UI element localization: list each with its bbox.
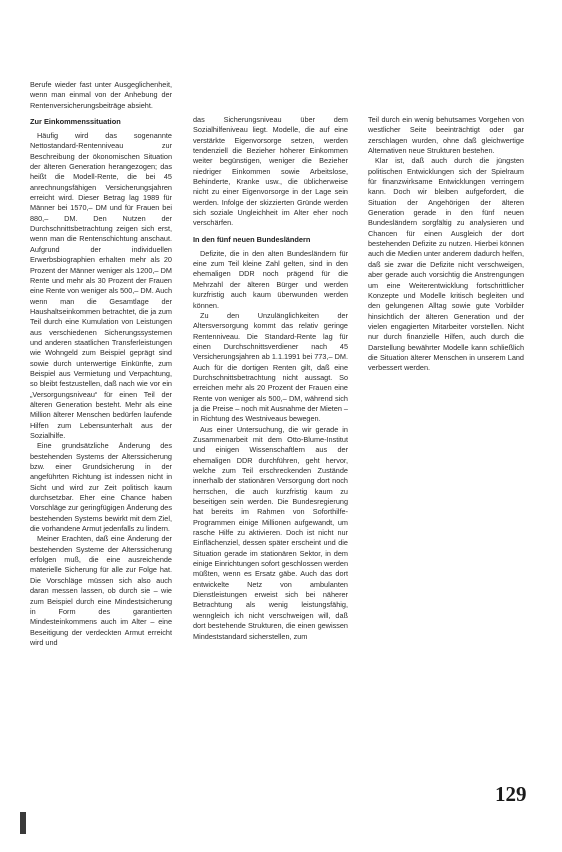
paragraph: Aus einer Untersuchung, die wir gerade in Zusammenarbeit mit dem Otto-Blume-Institut und einigen Wissenschaftlern aus der ehemaligen DDR durchführen, geht hervor, welche zum Teil erschreckenden Zustände innerhalb der stationären Versorgung dort noch herrschen, die auch kurzfristig kaum zu beseitigen sein werden. Die Bundesregierung hat bereits im Rahmen von Soforthilfe-Programmen einige Millionen aufgewandt, um rasche Hilfe zu aktivieren. Doch ist nicht nur Einflächenziel, dessen später erscheint und die Situation gerade im stationären Sektor, in dem einige Einrichtungen sofort geschlossen werden müßten, wenn es Ersatz gäbe. Auch das dort entwickelte Netz von ambulanten Dienstleistungen erweist sich bei näherer Betrachtung als wenig leistungsfähig, wenngleich ich nicht verschweigen will, daß dort bestehende Strukturen, die einen gewissen Mindeststandard sicherstellen, zum <box>193 424 348 641</box>
text-column-3 <box>368 115 524 374</box>
paragraph: Eine grundsätzliche Änderung des bestehenden Systems der Alterssicherung bzw. einer Grundsicherung in der angeführten Richtung ist indessen nicht in Sicht und wird zur Zeit politisch kaum durchsetzbar. Eher eine Chance haben Vorschläge zur geringfügigen Änderung des bestehenden Systems bewirkt mit dem Ziel, die vorhandene Armut jedenfalls zu lindern. <box>30 441 172 534</box>
section-heading: Zur Einkommenssituation <box>30 117 121 127</box>
paragraph: Berufe wieder fast unter Ausgeglichenheit, wenn man einmal von der Anhebung der Rentenversicherungsbeiträge absieht. <box>30 80 172 110</box>
text-column-1 <box>30 80 172 648</box>
paragraph: das Sicherungsniveau über dem Sozialhilfeniveau liegt. Modelle, die auf eine verstärkte Eigenvorsorge setzen, werden tendenziell die Bezieher höherer Einkommen weiter begünstigen, weniger die Bezieher niedriger Einkommen sowie Arbeitslose, Behinderte, Kranke usw., die üblicherweise nicht zu einer Eigenvorsorge in der Lage sein werden. Infolge der skizzierten Gründe werden sich soziale Ungleichheit im Alter eher noch verschärfen. <box>193 115 348 228</box>
scan-artifact-mark <box>20 812 26 834</box>
section-heading: In den fünf neuen Bundesländern <box>193 234 311 244</box>
text-column-2 <box>193 115 348 642</box>
paragraph: Klar ist, daß auch durch die jüngsten politischen Entwicklungen sich der Spielraum für finanzwirksame Entwicklungen verringern kann. Doch wir bleiben aufgefordert, die Situation der Angehörigen der älteren Generation gerade in den fünf neuen Bundesländern sorgfältig zu analysieren und Chancen für einen Ausgleich der dort bestehenden Defizite zu nutzen. Hierbei können auch die Medien unter anderem dadurch helfen, daß sie zwar die Defizite nicht verschweigen, aber gerade auch vorsichtig die Anstrengungen um eine Weiterentwicklung fortschrittlicher Konzepte und Modelle kritisch begleiten und den gelungenen Alltag sowie gute Vorbilder hinsichtlich der älteren Generation und der vielen engagierten Mitarbeiter vorstellen. Nicht nur durch finanzielle Hilfen, auch durch die Darstellung bewährter Modelle kann schließlich die Situation älterer Menschen in unserem Land verbessert werden. <box>368 156 524 373</box>
paragraph: Defizite, die in den alten Bundesländern für eine zum Teil kleine Zahl gelten, sind in den ehemaligen DDR noch prägend für die Mehrzahl der älteren Bürger und werden kurzfristig auch kaum überwunden werden können. <box>193 248 348 310</box>
paragraph: Zu den Unzulänglichkeiten der Altersversorgung kommt das relativ geringe Rentenniveau. Die Standard-Rente lag für einen Durchschnittsverdiener nach 45 Versicherungsjahren ab 1.1.1991 bei 773,– DM. Auch für die dortigen Renten gilt, daß eine Durchschnittsbetrachtung nicht aussagt. So erreichen mehr als 20 Prozent der Frauen eine Rente von weniger als 500,– DM, während sich ja die Preise – noch mit Ausnahme der Mieten – in Richtung des Westniveaus bewegen. <box>193 310 348 424</box>
paragraph: Meiner Erachten, daß eine Änderung der bestehenden Systeme der Alterssicherung erfolgen muß, die eine ausreichende materielle Sicherung für alle zur Folge hat. Die Vorschläge müssen sich also auch daran messen lassen, ob durch sie – wie zum Beispiel durch eine Mindestsicherung in Form des garantierten Mindesteinkommens auch im Alter – eine Beseitigung der verdeckten Armut erreicht wird und <box>30 534 172 647</box>
page-number: 129 <box>495 782 527 806</box>
paragraph: Teil durch ein wenig behutsames Vorgehen von westlicher Seite beeinträchtigt oder gar zerschlagen wurden, ohne daß gleichwertige Alternativen neue Strukturen bestehen. <box>368 115 524 156</box>
paragraph: Häufig wird das sogenannte Nettostandard-Rentenniveau zur Beschreibung der ökonomischen Situation der älteren Generation herangezogen; das heißt die Modell-Rente, die bei 45 anrechnungsfähigen Versicherungsjahren erreicht wird. Dieser Betrag lag 1989 für Männer bei 1570,– DM und für Frauen bei 880,– DM. Den Nutzen der Durchschnittsbetrachtung zeigen sich erst, wenn man die Rentenschichtung anschaut. Aufgrund der individuellen Erwerbsbiographien erhalten mehr als 20 Prozent der Männer weniger als 1200,– DM Rente und mehr als 30 Prozent der Frauen eine Rente von weniger als 500,– DM. Auch wenn man die Gesamtlage der Haushaltseinkommen betrachtet, die ja zum Teil durch eine Kumulation von Leistungen aus verschiedenen Sicherungssystemen und anderen staatlichen Transferleistungen wie Wohngeld zum Beispiel geprägt sind sowie durch unterwertige Einkünfte, zum Beispiel aus Vermietung und Verpachtung, so bleibt festzustellen, daß nach wie vor ein „Versorgungsniveau“ für einen Teil der älteren Generation besteht. Mehr als eine Million älterer Menschen bedürfen laufende Hilfen zum Lebensunterhalt aus der Sozialhilfe. <box>30 131 172 440</box>
